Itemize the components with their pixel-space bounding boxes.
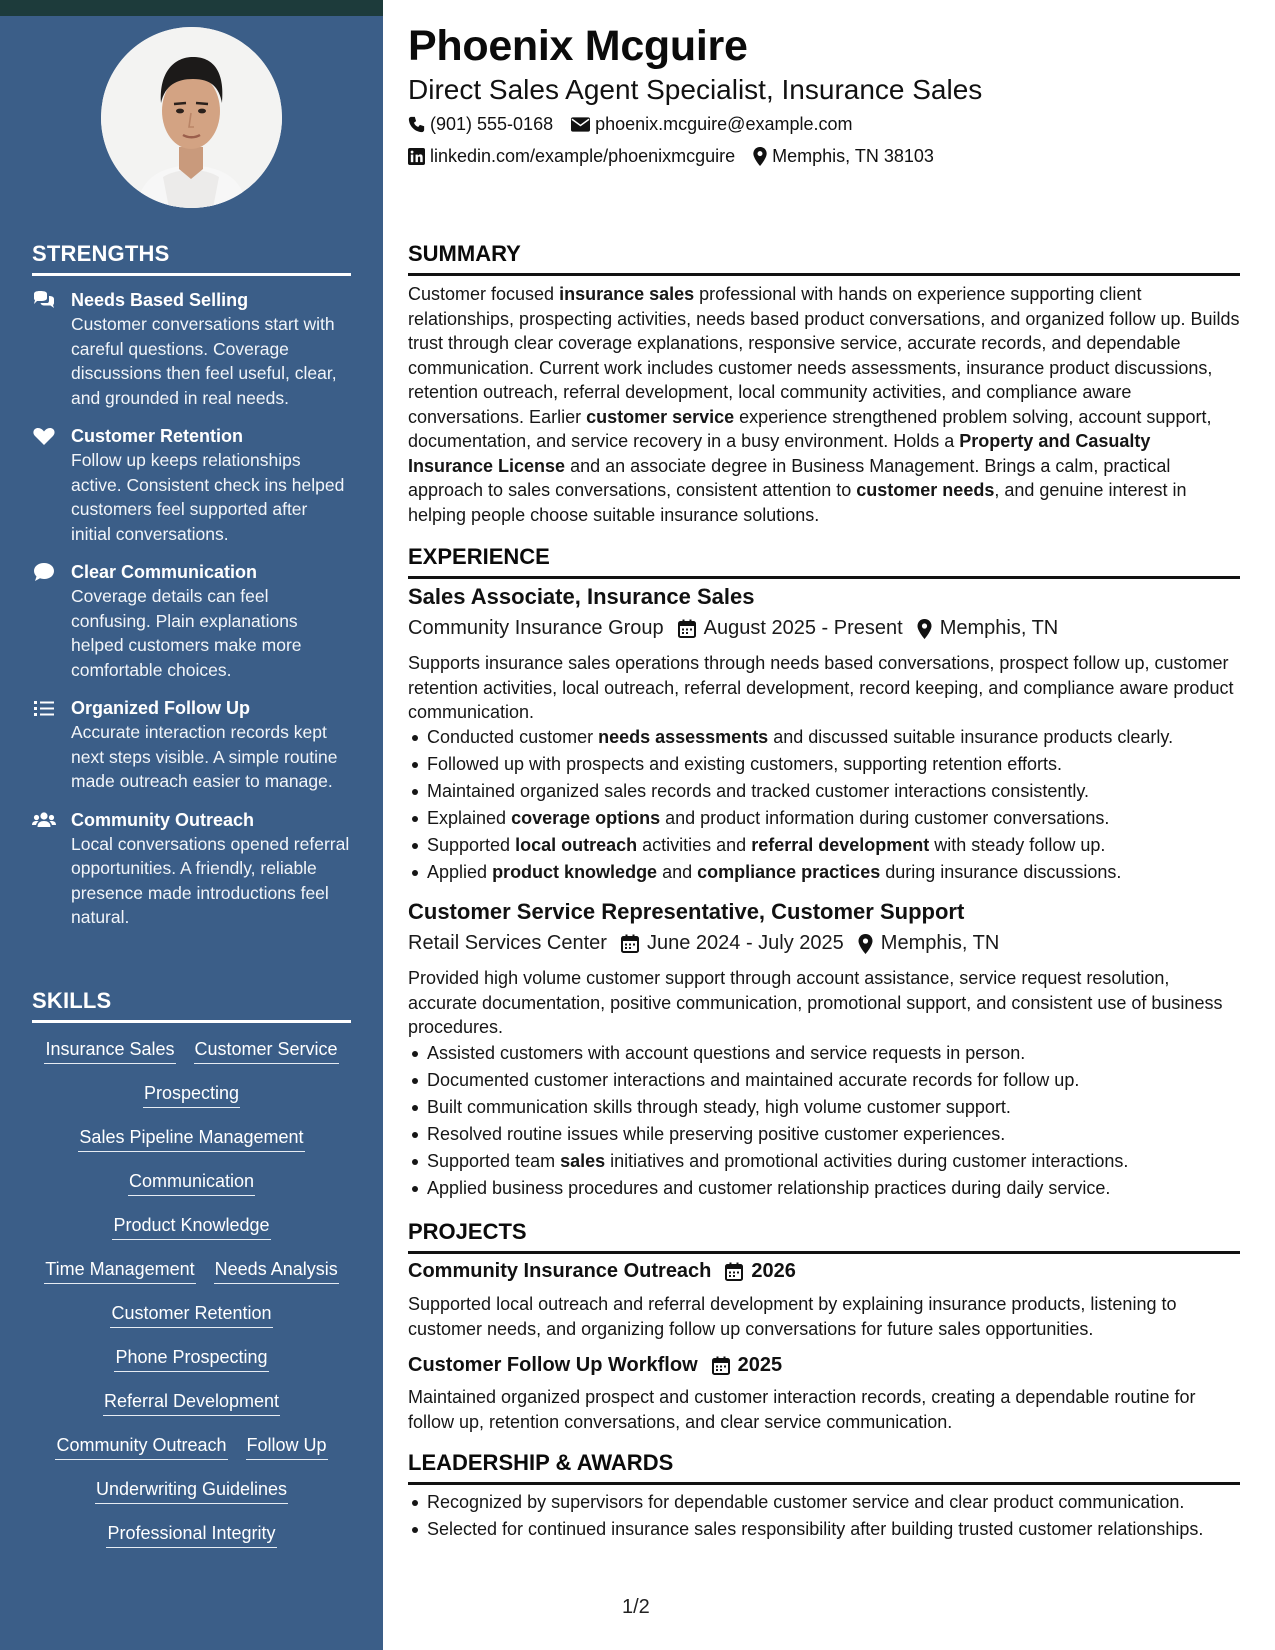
job-description: Provided high volume customer support through account assistance, service request resolution, accurate documentation, positive communication, promotional support, and consistent use of business procedures. bbox=[408, 968, 1223, 1037]
strength-description: Local conversations opened referral opportunities. A friendly, reliable presence made introductions feel natural. bbox=[71, 833, 350, 927]
envelope-icon bbox=[571, 117, 590, 132]
contact-row bbox=[408, 114, 870, 135]
job-bullet: Built communication skills through steady, high volume customer support. bbox=[408, 1094, 1240, 1121]
skills-list bbox=[32, 1037, 351, 1548]
company-name: Community Insurance Group bbox=[408, 617, 664, 639]
strengths-section bbox=[32, 241, 351, 930]
heart-icon bbox=[32, 426, 56, 446]
strength-item bbox=[32, 424, 351, 546]
phone-icon bbox=[408, 116, 425, 133]
strength-item bbox=[32, 808, 351, 930]
summary-heading: SUMMARY bbox=[408, 241, 1240, 276]
candidate-title: Direct Sales Agent Specialist, Insurance Sales bbox=[408, 74, 983, 105]
strength-item bbox=[32, 560, 351, 682]
strength-title: Needs Based Selling bbox=[71, 290, 249, 310]
leadership-bullet: Selected for continued insurance sales responsibility after building trusted customer relationships. bbox=[408, 1516, 1240, 1543]
speech-bubble-icon bbox=[32, 562, 56, 582]
skill-tag: Insurance Sales bbox=[44, 1037, 175, 1064]
email-contact[interactable] bbox=[571, 114, 852, 135]
map-pin-icon bbox=[753, 147, 767, 166]
sidebar-top-band bbox=[0, 0, 383, 16]
skill-tag: Phone Prospecting bbox=[114, 1345, 268, 1372]
job-dates: June 2024 - July 2025 bbox=[646, 932, 844, 954]
linkedin-url: linkedin.com/example/phoenixmcguire bbox=[430, 146, 736, 166]
skill-tag: Customer Retention bbox=[110, 1301, 272, 1328]
strengths-heading: STRENGTHS bbox=[32, 241, 351, 276]
company-name: Retail Services Center bbox=[408, 932, 607, 954]
project-title-row bbox=[408, 1260, 796, 1283]
location-contact bbox=[753, 146, 934, 167]
job-bullet: Supported team sales initiatives and promotional activities during customer interactions. bbox=[408, 1148, 1240, 1175]
contact-row bbox=[408, 146, 952, 167]
list-icon bbox=[32, 698, 56, 718]
job-bullet: Conducted customer needs assessments and discussed suitable insurance products clearly. bbox=[408, 724, 1240, 751]
job-location: Memphis, TN bbox=[880, 932, 1000, 954]
skills-section bbox=[32, 988, 351, 1565]
portrait-photo bbox=[101, 27, 282, 208]
avatar bbox=[101, 27, 282, 208]
skill-tag: Communication bbox=[128, 1169, 255, 1196]
skill-tag: Community Outreach bbox=[55, 1433, 227, 1460]
project-description: Maintained organized prospect and customer interaction records, creating a dependable routine for follow up, retention conversations, and clear service communication. bbox=[408, 1387, 1196, 1432]
sidebar bbox=[0, 0, 383, 1650]
job-bullets bbox=[408, 1040, 1240, 1202]
job-bullet: Followed up with prospects and existing customers, supporting retention efforts. bbox=[408, 751, 1240, 778]
strength-item bbox=[32, 288, 351, 410]
project-title: Community Insurance Outreach bbox=[408, 1260, 712, 1282]
skill-tag: Needs Analysis bbox=[214, 1257, 339, 1284]
job-bullet: Explained coverage options and product information during customer conversations. bbox=[408, 805, 1240, 832]
project-description: Supported local outreach and referral development by explaining insurance products, listening to customer needs, and organizing follow up conversations for future sales opportunities. bbox=[408, 1294, 1177, 1339]
phone-number: (901) 555-0168 bbox=[430, 114, 554, 134]
job-meta bbox=[408, 932, 999, 955]
job-bullet: Resolved routine issues while preserving positive customer experiences. bbox=[408, 1121, 1240, 1148]
strength-title: Clear Communication bbox=[71, 562, 258, 582]
calendar-icon bbox=[621, 934, 639, 953]
job-dates: August 2025 - Present bbox=[703, 617, 903, 639]
skill-tag: Customer Service bbox=[194, 1037, 339, 1064]
project-year: 2025 bbox=[737, 1354, 783, 1376]
strength-description: Coverage details can feel confusing. Plain explanations helped customers make more comfortable choices. bbox=[71, 586, 302, 680]
skill-tag: Sales Pipeline Management bbox=[78, 1125, 304, 1152]
project-year: 2026 bbox=[751, 1260, 796, 1282]
skill-tag: Referral Development bbox=[103, 1389, 280, 1416]
skill-tag: Follow Up bbox=[246, 1433, 328, 1460]
job-bullet: Assisted customers with account questions and service requests in person. bbox=[408, 1040, 1240, 1067]
job-location: Memphis, TN bbox=[939, 617, 1059, 639]
job-bullets bbox=[408, 724, 1240, 886]
leadership-bullets bbox=[408, 1489, 1240, 1543]
location-text: Memphis, TN 38103 bbox=[772, 146, 934, 166]
project-title: Customer Follow Up Workflow bbox=[408, 1354, 698, 1376]
comments-icon bbox=[32, 290, 56, 310]
job-bullet: Documented customer interactions and maintained accurate records for follow up. bbox=[408, 1067, 1240, 1094]
calendar-icon bbox=[725, 1262, 743, 1281]
job-bullet: Maintained organized sales records and tracked customer interactions consistently. bbox=[408, 778, 1240, 805]
linkedin-icon bbox=[408, 148, 425, 165]
map-pin-icon bbox=[858, 934, 873, 954]
calendar-icon bbox=[678, 619, 696, 638]
projects-heading: PROJECTS bbox=[408, 1219, 1240, 1254]
job-bullet: Applied business procedures and customer relationship practices during daily service. bbox=[408, 1175, 1240, 1202]
calendar-icon bbox=[712, 1356, 730, 1375]
job-title: Sales Associate, Insurance Sales bbox=[408, 584, 755, 609]
project-title-row bbox=[408, 1354, 782, 1377]
leadership-heading: LEADERSHIP & AWARDS bbox=[408, 1450, 1240, 1485]
users-icon bbox=[32, 810, 56, 830]
strength-title: Organized Follow Up bbox=[71, 698, 250, 718]
email-address: phoenix.mcguire@example.com bbox=[595, 114, 853, 134]
skill-tag: Underwriting Guidelines bbox=[95, 1477, 288, 1504]
linkedin-contact[interactable] bbox=[408, 146, 735, 167]
job-title: Customer Service Representative, Customer Support bbox=[408, 899, 965, 924]
leadership-bullet: Recognized by supervisors for dependable customer service and clear product communication. bbox=[408, 1489, 1240, 1516]
job-bullet: Supported local outreach activities and referral development with steady follow up. bbox=[408, 832, 1240, 859]
strength-title: Customer Retention bbox=[71, 426, 244, 446]
skill-tag: Time Management bbox=[44, 1257, 195, 1284]
job-bullet: Applied product knowledge and compliance practices during insurance discussions. bbox=[408, 859, 1240, 886]
strength-description: Customer conversations start with careful questions. Coverage discussions then feel useful, clear, and grounded in real needs. bbox=[71, 314, 337, 408]
experience-heading: EXPERIENCE bbox=[408, 544, 1240, 579]
skill-tag: Product Knowledge bbox=[112, 1213, 270, 1240]
strength-item bbox=[32, 696, 351, 794]
page-number: 1/2 bbox=[622, 1596, 650, 1618]
summary-text: Customer focused insurance sales professional with hands on experience supporting client relationships, prospecting activities, needs based product conversations, and organized follow up. Builds trust through clear coverage explanations, responsive service, accurate records, and dependable communication. Current work includes customer needs assessments, insurance product discussions, retention outreach, referral development, local community activities, and compliance aware conversations. Earlier customer service experience strengthened problem solving, account support, documentation, and service recovery in a busy environment. Holds a Property and Casualty Insurance License and an associate degree in Business Management. Brings a calm, practical approach to sales conversations, consistent attention to customer needs, and genuine interest in helping people choose suitable insurance solutions. bbox=[408, 284, 1240, 525]
candidate-name: Phoenix Mcguire bbox=[408, 22, 748, 70]
strength-description: Follow up keeps relationships active. Consistent check ins helped customers feel supported after initial conversations. bbox=[71, 450, 345, 544]
strength-description: Accurate interaction records kept next steps visible. A simple routine made outreach easier to manage. bbox=[71, 722, 338, 791]
phone-contact[interactable] bbox=[408, 114, 553, 135]
skills-heading: SKILLS bbox=[32, 988, 351, 1023]
skill-tag: Professional Integrity bbox=[106, 1521, 276, 1548]
skill-tag: Prospecting bbox=[143, 1081, 240, 1108]
job-description: Supports insurance sales operations through needs based conversations, prospect follow up, customer retention activities, local outreach, referral development, record keeping, and compliance aware product communication. bbox=[408, 653, 1234, 722]
strength-title: Community Outreach bbox=[71, 809, 255, 830]
job-meta bbox=[408, 617, 1058, 640]
map-pin-icon bbox=[917, 619, 932, 639]
